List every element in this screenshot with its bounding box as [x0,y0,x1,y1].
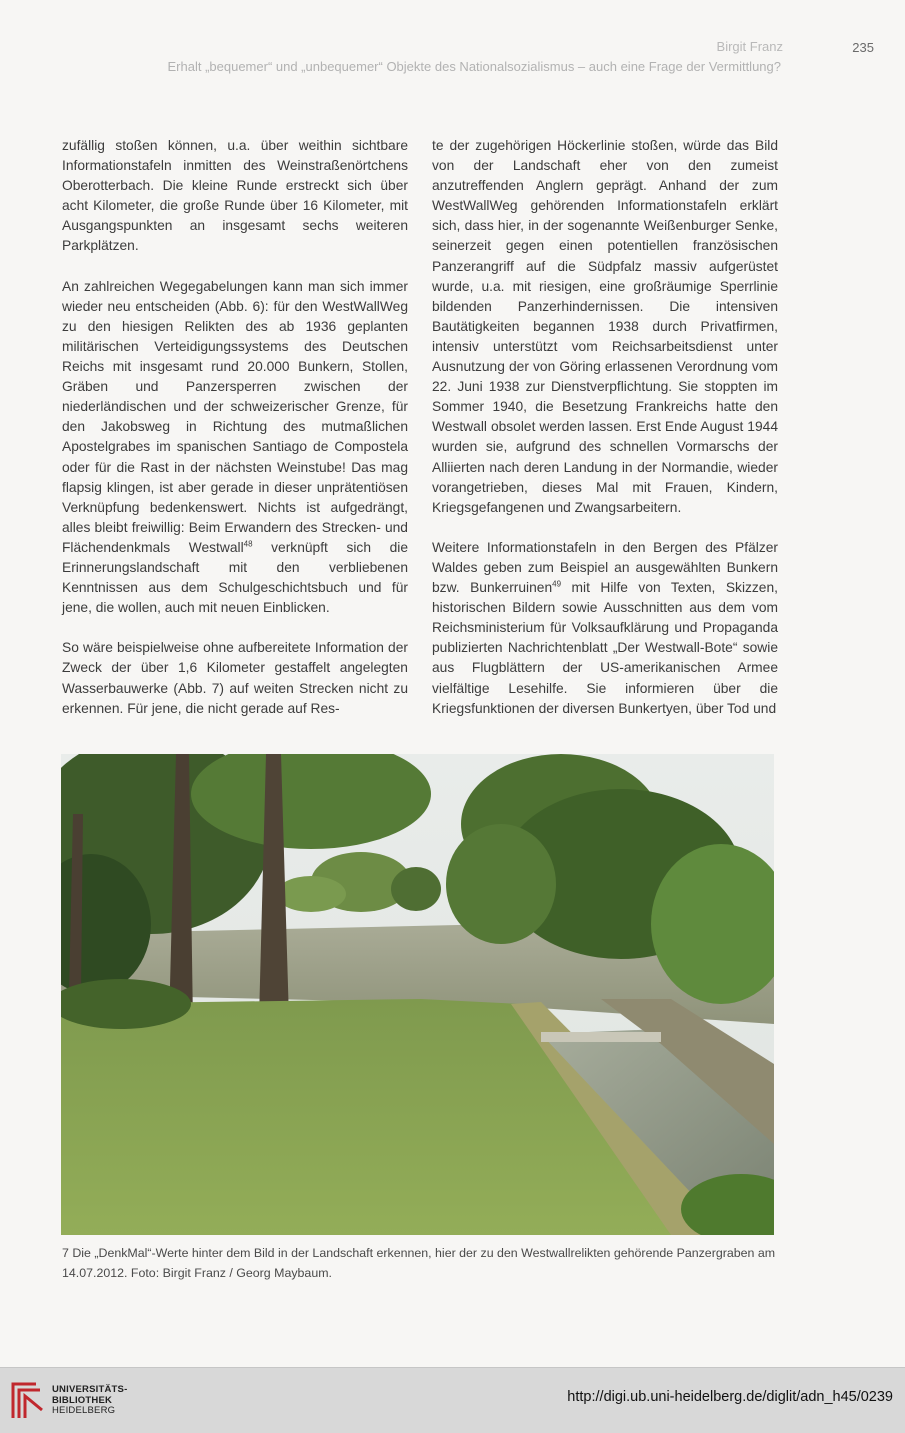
paragraph-text: mit Hilfe von Texten, Skizzen, historischen Bildern sowie Ausschnitten aus dem vom Reichsministerium für Volksaufklärung und Propaganda publizierten Nachrichtenblatt „Der Westwall-Bote“ sowie aus Flugblättern der US-amerikanischen Armee vielfältige Lesehilfe. Sie informieren über die Kriegsfunktionen der diversen Bunkertyen, über Tod und [432,580,778,716]
weir [541,1032,661,1042]
footnote-ref-48[interactable]: 48 [243,539,253,549]
paragraph [432,538,778,719]
landscape-photo [61,754,774,1235]
running-header-title: Erhalt „bequemer“ und „unbequemer“ Objekte des Nationalsozialismus – auch eine Frage der Vermittlung? [167,59,781,74]
page-number: 235 [852,40,874,55]
logo-line: UNIVERSITÄTS- [52,1384,128,1395]
running-header-author: Birgit Franz [716,39,783,54]
right-text-column [432,136,778,719]
logo-line: BIBLIOTHEK [52,1394,113,1406]
library-logo-icon[interactable] [10,1378,44,1422]
paragraph [62,277,408,619]
paragraph-text: verknüpft sich die Erinnerungslandschaft mit den verbliebenen Kenntnissen aus dem Schulgeschichtsbuch und für jene, die wollen, auch mit neuen Einblicken. [62,539,408,616]
figure-photo-tank-ditch [61,754,774,1235]
paragraph: te der zugehörigen Höckerlinie stoßen, würde das Bild von der Landschaft eher von den zumeist anzutreffenden Anglern geprägt. Anhand der zum WestWallWeg gehörenden Informationstafeln erklärt sich, dass hier, in der sogenannte Weißenburger Senke, seinerzeit gegen einen potentiellen französischen Panzerangriff auf die Südpfalz massiv aufgerüstet wurde, u.a. mit riesigen, eine großräumige Sperrlinie bildenden Panzerhindernissen. Die intensiven Bautätigkeiten begannen 1938 durch Privatfirmen, intensiv unterstützt vom Reichsarbeitsdienst unter Ausnutzung der von Göring erlassenen Verordnung vom 22. Juni 1938 zur Dienstverpflichtung. Sie stoppten im Sommer 1940, die Besetzung Frankreichs hatte den Westwall obsolet werden lassen. Erst Ende August 1944 wurden sie, aufgrund des schnellen Vormarschs der Alliierten nach deren Landung in der Normandie, wieder vorangetrieben, dieses Mal mit Frauen, Kindern, Kriegsgefangenen und Zwangsarbeitern. [432,138,778,515]
library-logo-text[interactable] [52,1385,127,1417]
footnote-ref-49[interactable]: 49 [552,579,562,589]
paragraph: zufällig stoßen können, u.a. über weithin sichtbare Informationstafeln inmitten des Weinstraßenörtchens Oberotterbach. Die kleine Runde erstreckt sich über acht Kilometer, die große Runde über 16 Kilometer, mit Ausgangspunkten an insgesamt sechs weiteren Parkplätzen. [62,138,408,254]
left-text-column [62,136,408,719]
figure-caption: 7 Die „DenkMal“-Werte hinter dem Bild in der Landschaft erkennen, hier der zu den Westwallrelikten gehörende Panzergraben am 14.07.2012. Foto: Birgit Franz / Georg Maybaum. [62,1246,776,1280]
digitization-footer [0,1367,905,1433]
logo-line: HEIDELBERG [52,1405,116,1416]
permalink-url[interactable]: http://digi.ub.uni-heidelberg.de/diglit/adn_h45/0239 [567,1389,893,1405]
paragraph-text: An zahlreichen Wegegabelungen kann man sich immer wieder neu entscheiden (Abb. 6): für den WestWallWeg zu den hiesigen Relikten des ab 1936 geplanten militärischen Verteidigungssystems des Deutschen Reichs mit insgesamt rund 20.000 Bunkern, Stollen, Gräben und Panzersperren zwischen der niederländischen und der schweizerischer Grenze, für den Jakobsweg in Richtung des mutmaßlichen Apostelgrabes im spanischen Santiago de Compostela oder für die Rast in der nächsten Weinstube! Das mag flapsig klingen, ist aber gerade in dieser unprätentiösen Verknüpfung bedenkenswert. Nichts ist aufgedrängt, alles bleibt freiwillig: Beim Erwandern des Strecken- und Flächendenkmals Westwall [62,278,408,555]
paragraph-text: Weitere Informationstafeln in den Bergen des Pfälzer Waldes geben zum Beispiel an ausgewählten Bunkern bzw. Bunkerruinen [432,539,778,596]
paragraph: So wäre beispielweise ohne aufbereitete Information der Zweck der über 1,6 Kilometer gestaffelt angelegten Wasserbauwerke (Abb. 7) auf weiten Strecken nicht zu erkennen. Für jene, die nicht gerade auf Res- [62,640,408,716]
